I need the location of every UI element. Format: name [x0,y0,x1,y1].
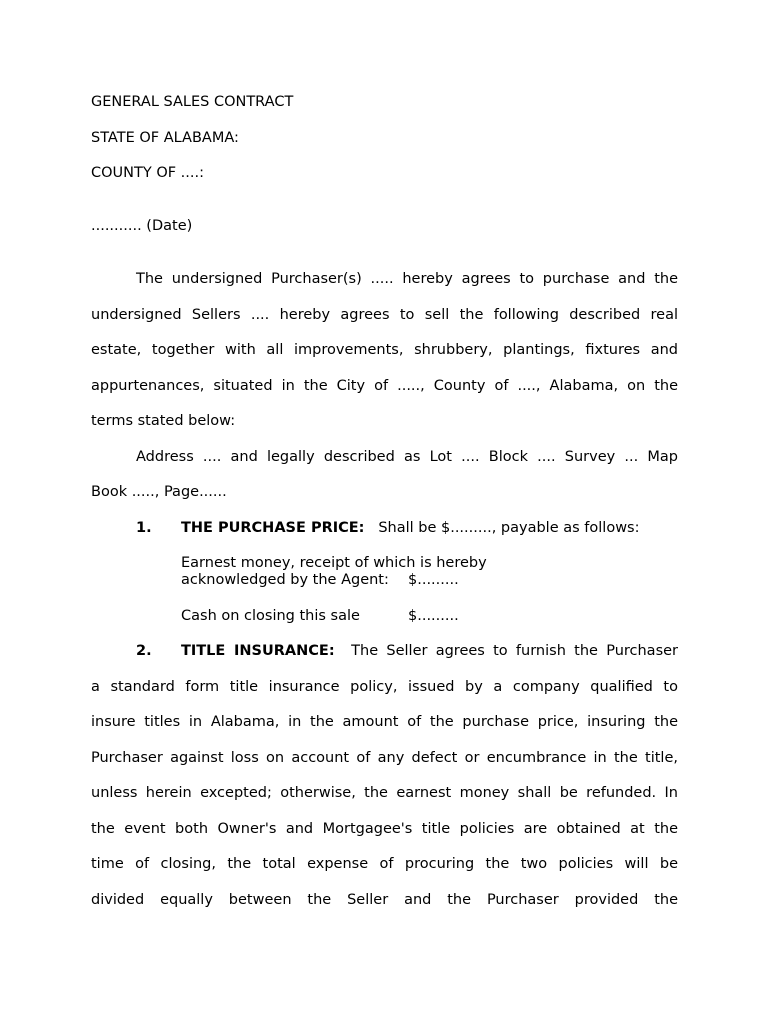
state-line: STATE OF ALABAMA: [91,130,239,146]
section-2-line-7: divided equally between the Seller and the Purchaser provided the [91,892,678,908]
section-1-text: Shall be $........., payable as follows: [378,520,640,536]
section-2-line-1: a standard form title insurance policy, issued by a company qualified to [91,679,678,695]
earnest-line-2: acknowledged by the Agent: [181,572,389,588]
county-line: COUNTY OF ....: [91,165,205,181]
section-2-number: 2. [136,643,152,659]
earnest-line-1: Earnest money, receipt of which is hereby [181,555,487,571]
intro-line-5: terms stated below: [91,413,236,429]
intro-line-4: appurtenances, situated in the City of ....., County of ...., Alabama, on the [91,378,678,394]
section-2-first-line [181,642,678,660]
section-2-line-6: time of closing, the total expense of procuring the two policies will be [91,856,678,872]
cash-label: Cash on closing this sale [181,608,360,624]
cash-amount: $......... [408,608,459,624]
section-2-heading: TITLE INSURANCE: [181,643,335,659]
intro-line-2: undersigned Sellers .... hereby agrees to sell the following described real [91,307,678,323]
section-2-line-4: unless herein excepted; otherwise, the earnest money shall be refunded. In [91,785,678,801]
section-1-first-line [181,519,640,537]
section-2-line-2: insure titles in Alabama, in the amount of the purchase price, insuring the [91,714,678,730]
address-line-1: Address .... and legally described as Lot .... Block .... Survey ... Map [136,449,678,465]
section-1-heading: THE PURCHASE PRICE: [181,520,365,536]
document-title: GENERAL SALES CONTRACT [91,94,294,110]
intro-line-1: The undersigned Purchaser(s) ..... hereby agrees to purchase and the [136,271,678,287]
intro-line-3: estate, together with all improvements, shrubbery, plantings, fixtures and [91,342,678,358]
section-2-first-text: The Seller agrees to furnish the Purchaser [351,643,679,659]
address-line-2: Book ....., Page...... [91,484,227,500]
section-2-line-5: the event both Owner's and Mortgagee's title policies are obtained at the [91,821,678,837]
section-2-line-3: Purchaser against loss on account of any defect or encumbrance in the title, [91,750,678,766]
section-1-number: 1. [136,520,152,536]
earnest-amount: $......... [408,572,459,588]
date-line: ........... (Date) [91,218,193,234]
